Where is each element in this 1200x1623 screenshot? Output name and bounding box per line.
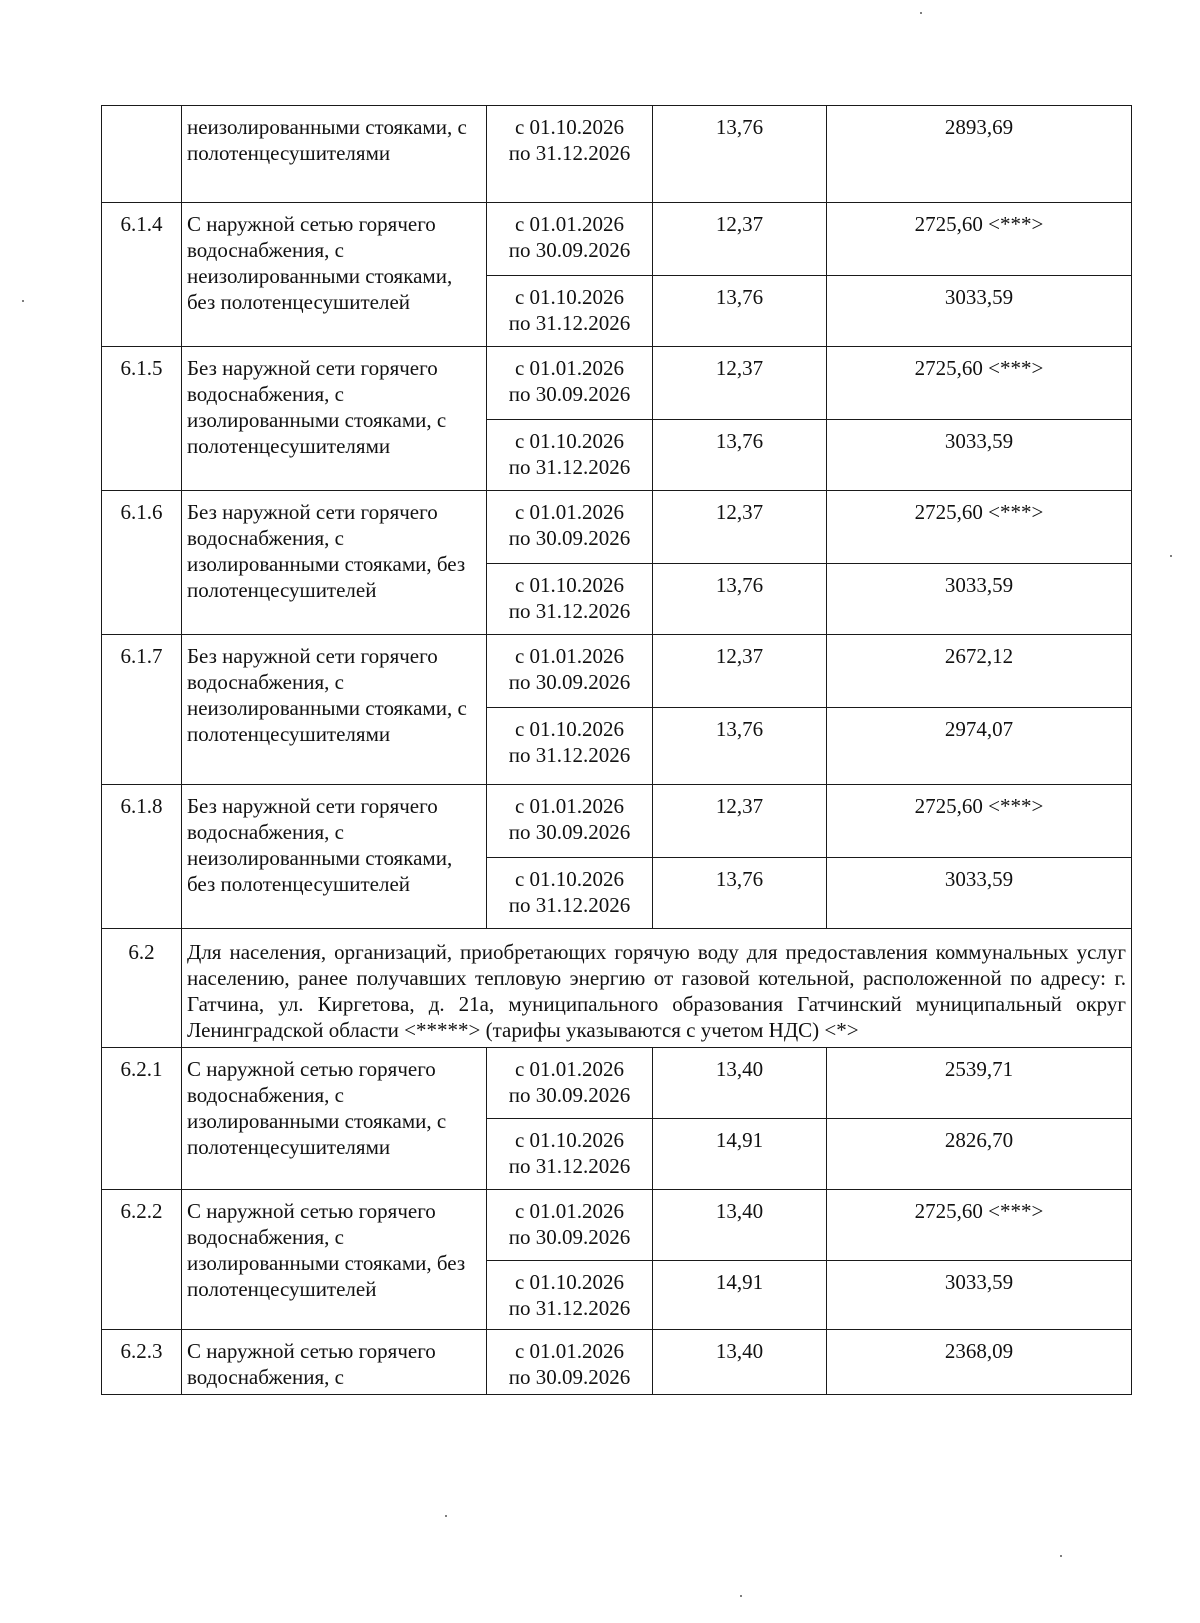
row-description: Без наружной сети горячего водоснабжения, с изолированными стояками, без полотенцесушителей xyxy=(182,491,487,635)
row-description: Без наружной сети горячего водоснабжения, с неизолированными стояками, без полотенцесушителей xyxy=(182,785,487,929)
row-value2: 2974,07 xyxy=(827,708,1132,785)
row-description: Без наружной сети горячего водоснабжения, с неизолированными стояками, с полотенцесушителями xyxy=(182,635,487,785)
period-from: с 01.10.2026 xyxy=(514,1128,625,1152)
row-value1: 13,40 xyxy=(653,1048,827,1119)
period-from: с 01.01.2026 xyxy=(514,1057,625,1081)
row-value2: 2725,60 <***> xyxy=(827,491,1132,564)
period-from: с 01.01.2026 xyxy=(514,356,625,380)
row-description: С наружной сетью горячего водоснабжения, с неизолированными стояками, без полотенцесушителей xyxy=(182,203,487,347)
period-to: по 31.12.2026 xyxy=(508,1296,631,1320)
period-to: по 31.12.2026 xyxy=(508,743,631,767)
row-period xyxy=(487,1190,653,1261)
period-to: по 30.09.2026 xyxy=(508,1225,631,1249)
row-value2: 2725,60 <***> xyxy=(827,203,1132,276)
period-to: по 30.09.2026 xyxy=(508,1083,631,1107)
period-to: по 31.12.2026 xyxy=(508,455,631,479)
row-number: 6.1.6 xyxy=(102,491,182,635)
period-from: с 01.01.2026 xyxy=(514,1339,625,1363)
scan-speck xyxy=(22,300,24,302)
row-value2: 2672,12 xyxy=(827,635,1132,708)
period-from: с 01.10.2026 xyxy=(514,573,625,597)
row-number xyxy=(102,106,182,203)
row-value2: 2725,60 <***> xyxy=(827,785,1132,858)
period-from: с 01.01.2026 xyxy=(514,644,625,668)
scan-speck xyxy=(1170,555,1172,557)
row-period xyxy=(487,708,653,785)
period-to: по 30.09.2026 xyxy=(508,238,631,262)
table-row xyxy=(102,785,1132,858)
period-from: с 01.01.2026 xyxy=(514,1199,625,1223)
period-to: по 30.09.2026 xyxy=(508,526,631,550)
period-to: по 31.12.2026 xyxy=(508,599,631,623)
row-description: С наружной сетью горячего водоснабжения, с xyxy=(182,1330,487,1395)
row-period xyxy=(487,635,653,708)
row-description: С наружной сетью горячего водоснабжения, с изолированными стояками, без полотенцесушителей xyxy=(182,1190,487,1330)
section-row xyxy=(102,929,1132,1048)
period-from: с 01.10.2026 xyxy=(514,285,625,309)
period-to: по 30.09.2026 xyxy=(508,820,631,844)
row-period xyxy=(487,276,653,347)
table-row xyxy=(102,1190,1132,1261)
row-period xyxy=(487,858,653,929)
section-number: 6.2 xyxy=(102,929,182,1048)
period-to: по 31.12.2026 xyxy=(508,141,631,165)
row-value1: 13,76 xyxy=(653,858,827,929)
table-row xyxy=(102,1330,1132,1395)
row-value1: 13,40 xyxy=(653,1330,827,1395)
row-period xyxy=(487,106,653,203)
period-from: с 01.10.2026 xyxy=(514,115,625,139)
row-value1: 12,37 xyxy=(653,347,827,420)
table-row xyxy=(102,203,1132,276)
period-to: по 30.09.2026 xyxy=(508,670,631,694)
row-value2: 3033,59 xyxy=(827,1261,1132,1330)
row-value1: 13,76 xyxy=(653,106,827,203)
row-value2: 3033,59 xyxy=(827,276,1132,347)
row-number: 6.1.7 xyxy=(102,635,182,785)
row-number: 6.2.1 xyxy=(102,1048,182,1190)
period-from: с 01.01.2026 xyxy=(514,794,625,818)
row-value1: 14,91 xyxy=(653,1261,827,1330)
row-number: 6.1.4 xyxy=(102,203,182,347)
period-from: с 01.10.2026 xyxy=(514,717,625,741)
row-period xyxy=(487,1119,653,1190)
period-to: по 31.12.2026 xyxy=(508,311,631,335)
row-value1: 12,37 xyxy=(653,491,827,564)
row-value1: 13,76 xyxy=(653,708,827,785)
row-value2: 2725,60 <***> xyxy=(827,347,1132,420)
table-row xyxy=(102,106,1132,203)
period-from: с 01.01.2026 xyxy=(514,500,625,524)
row-value2: 2368,09 xyxy=(827,1330,1132,1395)
section-text: Для населения, организаций, приобретающих горячую воду для предоставления коммунальных услуг населению, ранее получавших тепловую энергию от газовой котельной, расположенной по адресу: г. Гатчина, ул. Киргетова, д. 21а, муниципального образования Гатчинский муниципальный округ Ленинградской области <*****> (тарифы указываются с учетом НДС) <*> xyxy=(182,929,1132,1048)
row-period xyxy=(487,203,653,276)
row-period xyxy=(487,1330,653,1395)
row-value2: 2893,69 xyxy=(827,106,1132,203)
period-to: по 30.09.2026 xyxy=(508,1365,631,1389)
row-value2: 2539,71 xyxy=(827,1048,1132,1119)
row-number: 6.1.8 xyxy=(102,785,182,929)
scan-speck xyxy=(920,12,922,14)
row-value2: 3033,59 xyxy=(827,420,1132,491)
row-value2: 3033,59 xyxy=(827,858,1132,929)
row-number: 6.2.3 xyxy=(102,1330,182,1395)
period-to: по 31.12.2026 xyxy=(508,893,631,917)
row-value1: 13,40 xyxy=(653,1190,827,1261)
table-row xyxy=(102,347,1132,420)
scan-speck xyxy=(740,1595,742,1597)
scan-speck xyxy=(445,1515,447,1517)
row-value1: 12,37 xyxy=(653,785,827,858)
table-row xyxy=(102,635,1132,708)
row-value1: 13,76 xyxy=(653,276,827,347)
row-value1: 12,37 xyxy=(653,635,827,708)
row-period xyxy=(487,1261,653,1330)
row-description: неизолированными стояками, с полотенцесушителями xyxy=(182,106,487,203)
period-to: по 31.12.2026 xyxy=(508,1154,631,1178)
period-to: по 30.09.2026 xyxy=(508,382,631,406)
period-from: с 01.10.2026 xyxy=(514,429,625,453)
row-value2: 3033,59 xyxy=(827,564,1132,635)
period-from: с 01.10.2026 xyxy=(514,867,625,891)
row-period xyxy=(487,1048,653,1119)
scan-speck xyxy=(1060,1555,1062,1557)
row-value1: 12,37 xyxy=(653,203,827,276)
row-number: 6.1.5 xyxy=(102,347,182,491)
row-value2: 2826,70 xyxy=(827,1119,1132,1190)
row-value1: 13,76 xyxy=(653,564,827,635)
row-description: С наружной сетью горячего водоснабжения, с изолированными стояками, с полотенцесушителями xyxy=(182,1048,487,1190)
row-number: 6.2.2 xyxy=(102,1190,182,1330)
period-from: с 01.01.2026 xyxy=(514,212,625,236)
row-value1: 13,76 xyxy=(653,420,827,491)
row-period xyxy=(487,347,653,420)
row-description: Без наружной сети горячего водоснабжения, с изолированными стояками, с полотенцесушителями xyxy=(182,347,487,491)
row-period xyxy=(487,564,653,635)
row-value1: 14,91 xyxy=(653,1119,827,1190)
row-value2: 2725,60 <***> xyxy=(827,1190,1132,1261)
table-row xyxy=(102,491,1132,564)
tariff-table xyxy=(101,105,1132,1395)
row-period xyxy=(487,491,653,564)
row-period xyxy=(487,785,653,858)
table-row xyxy=(102,1048,1132,1119)
period-from: с 01.10.2026 xyxy=(514,1270,625,1294)
row-period xyxy=(487,420,653,491)
